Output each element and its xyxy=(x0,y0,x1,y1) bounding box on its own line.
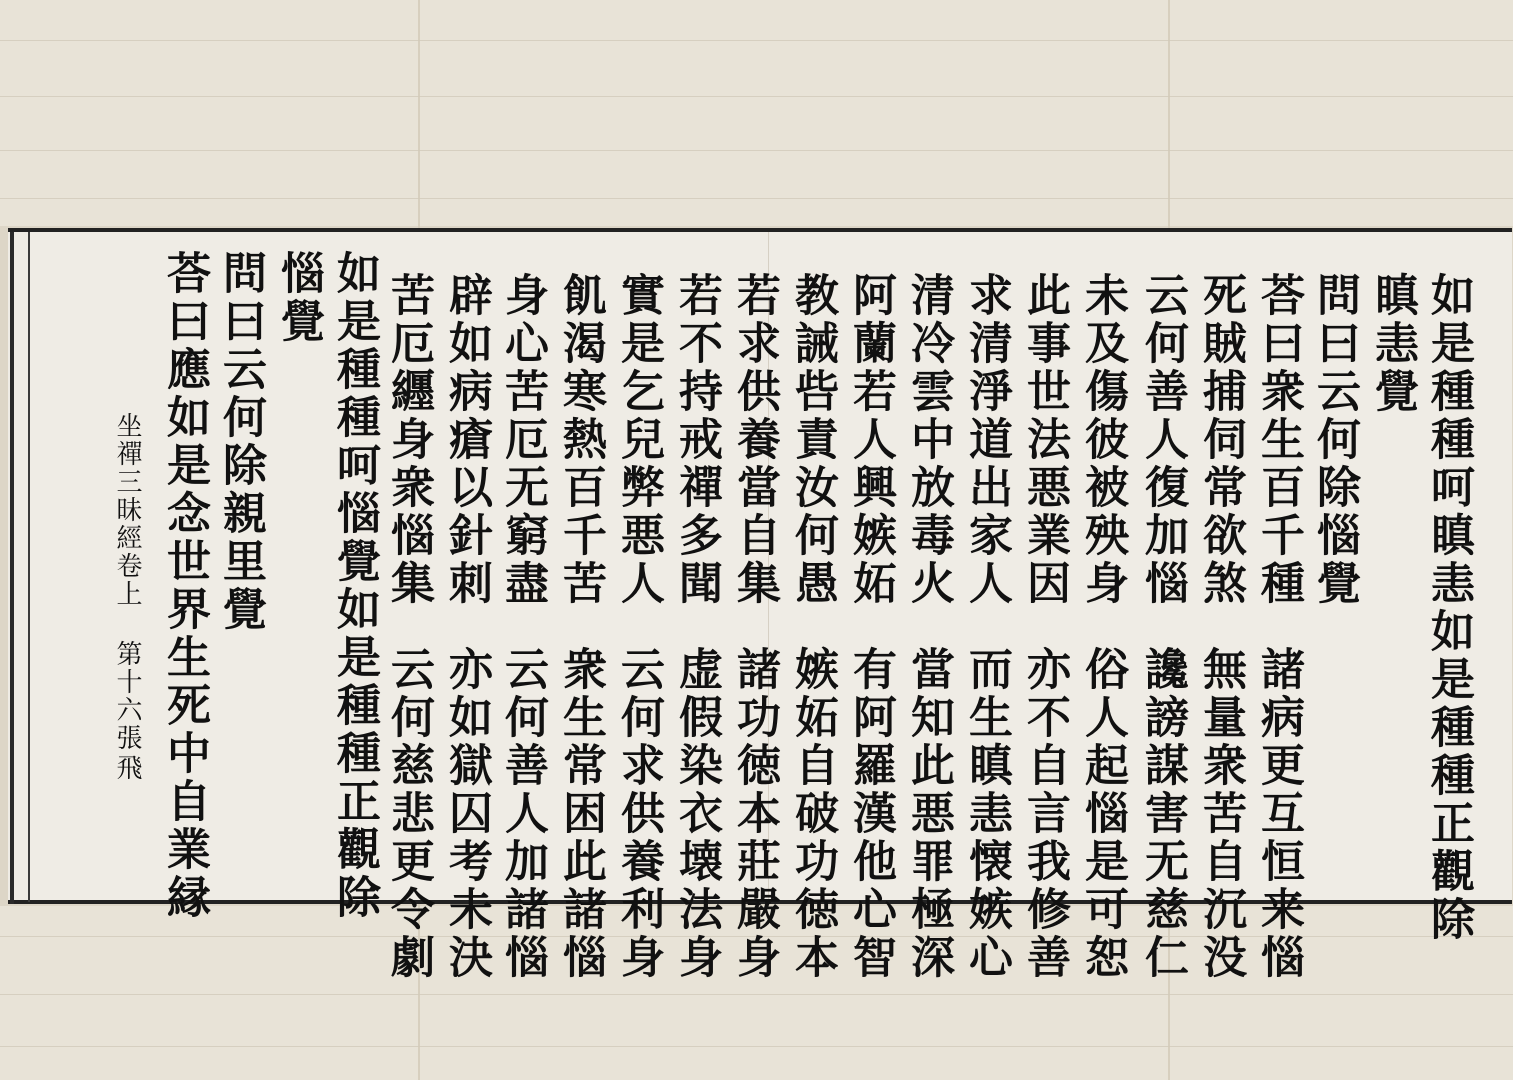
verse-line xyxy=(845,272,896,982)
verse-lower: 云何善人加諸惱 xyxy=(497,646,548,982)
frame-border-left xyxy=(10,232,14,904)
verse-line xyxy=(1195,272,1246,982)
verse-line xyxy=(903,272,954,982)
verse-upper: 若不持戒禪多聞 xyxy=(671,272,722,608)
verse-line xyxy=(1077,272,1128,982)
verse-lower: 有阿羅漢他心智 xyxy=(845,646,896,982)
verse-lower: 俗人起惱是可恕 xyxy=(1077,646,1128,982)
verse-line xyxy=(555,272,606,982)
page-mark: 飛 xyxy=(112,754,142,782)
verse-line xyxy=(1253,272,1304,982)
verse-lower: 當知此悪罪極深 xyxy=(903,646,954,982)
verse-upper: 未及傷彼被殃身 xyxy=(1077,272,1128,608)
verse-lower: 嫉妬自破功徳本 xyxy=(787,646,838,982)
verse-line xyxy=(961,272,1012,982)
verse-upper: 云何善人復加惱 xyxy=(1137,272,1188,608)
verse-upper: 飢渴寒熱百千苦 xyxy=(555,272,606,608)
verse-upper: 教誡呰責汝何愚 xyxy=(787,272,838,608)
verse-upper: 苦厄纒身衆惱集 xyxy=(383,272,434,608)
verse-line xyxy=(1019,272,1070,982)
verse-upper: 荅曰衆生百千種 xyxy=(1253,272,1304,608)
paper-top xyxy=(0,0,1513,226)
verse-line xyxy=(671,272,722,982)
text-column: 荅曰應如是念世界生死中自業縁 xyxy=(159,250,210,922)
text-column: 如是種種呵瞋恚如是種種正觀除 xyxy=(1423,272,1474,944)
page-number: 第十六張 xyxy=(112,640,142,752)
verse-lower: 虚假染衣壊法身 xyxy=(671,646,722,982)
verse-upper: 死賊捕伺常欲煞 xyxy=(1195,272,1246,608)
verse-upper: 阿蘭若人興嫉妬 xyxy=(845,272,896,608)
verse-lower: 諸病更互恒来惱 xyxy=(1253,646,1304,982)
verse-line xyxy=(441,272,492,982)
sutra-title: 坐禪三昧經卷上 xyxy=(112,412,142,608)
text-column: 如是種種呵惱覺如是種種正觀除 xyxy=(329,250,380,922)
text-column: 問曰云何除親里覺 xyxy=(215,250,266,634)
verse-lower: 云何慈悲更令劇 xyxy=(383,646,434,982)
verse-upper: 求清淨道出家人 xyxy=(961,272,1012,608)
text-column: 問曰云何除惱覺 xyxy=(1309,272,1360,608)
verse-upper: 若求供養當自集 xyxy=(729,272,780,608)
verse-upper: 實是乞兒弊悪人 xyxy=(613,272,664,608)
verse-line xyxy=(383,272,434,982)
verse-line xyxy=(497,272,548,982)
verse-lower: 讒謗謀害无慈仁 xyxy=(1137,646,1188,982)
verse-upper: 此事世法悪業因 xyxy=(1019,272,1070,608)
verse-line xyxy=(729,272,780,982)
verse-upper: 辟如病瘡以針刺 xyxy=(441,272,492,608)
verse-lower: 而生瞋恚懐嫉心 xyxy=(961,646,1012,982)
frame-inner-rule xyxy=(28,232,30,902)
verse-lower: 亦不自言我修善 xyxy=(1019,646,1070,982)
text-column: 惱覺 xyxy=(273,250,324,346)
text-column: 瞋恚覺 xyxy=(1367,272,1418,416)
verse-line xyxy=(613,272,664,982)
verse-line xyxy=(787,272,838,982)
verse-line xyxy=(1137,272,1188,982)
verse-upper: 身心苦厄无窮盡 xyxy=(497,272,548,608)
verse-lower: 亦如獄囚考未決 xyxy=(441,646,492,982)
verse-lower: 云何求供養利身 xyxy=(613,646,664,982)
verse-lower: 諸功徳本莊嚴身 xyxy=(729,646,780,982)
verse-lower: 無量衆苦自沉没 xyxy=(1195,646,1246,982)
verse-lower: 衆生常困此諸惱 xyxy=(555,646,606,982)
verse-upper: 清冷雲中放毒火 xyxy=(903,272,954,608)
